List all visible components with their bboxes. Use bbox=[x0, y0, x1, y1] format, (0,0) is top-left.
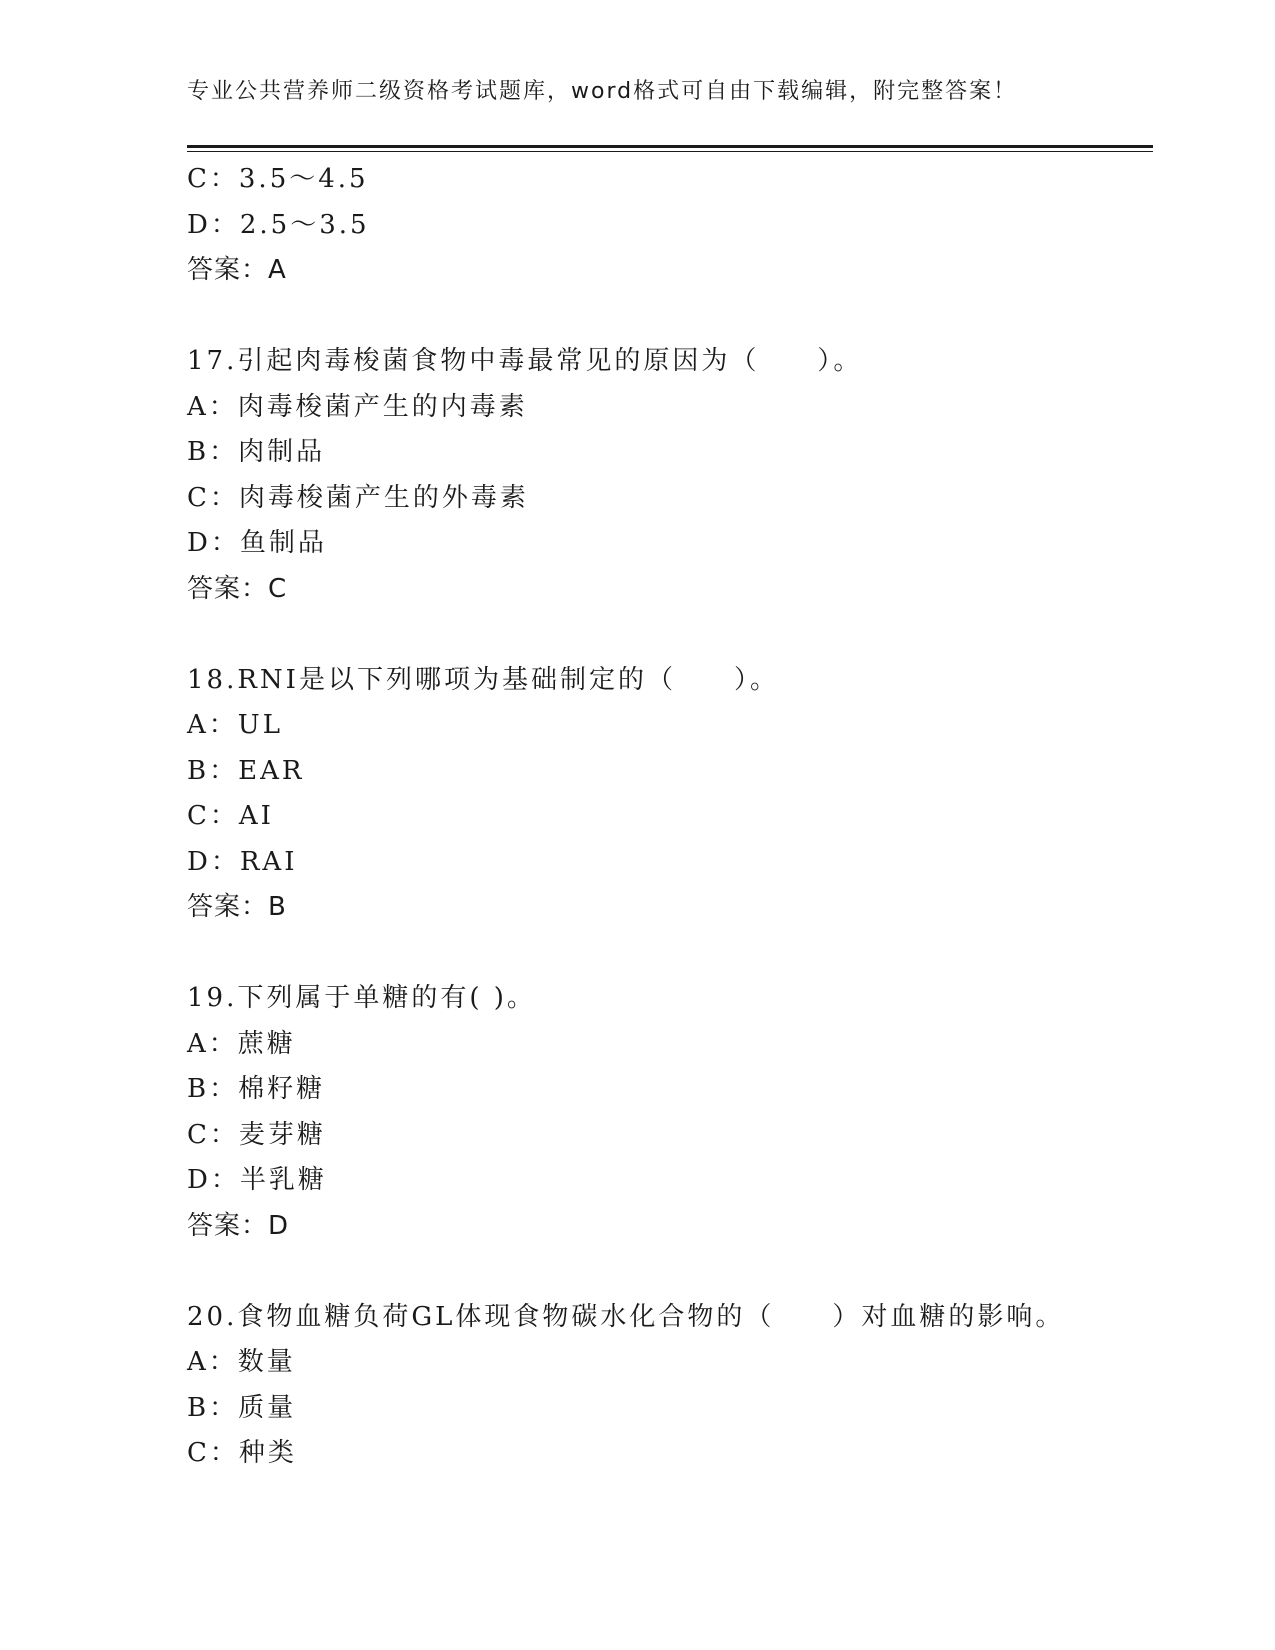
question-text: 17.引起肉毒梭菌食物中毒最常见的原因为（ ）。 bbox=[187, 346, 863, 376]
question-text: 19.下列属于单糖的有( )。 bbox=[187, 983, 536, 1013]
spacer bbox=[187, 612, 1153, 658]
option-text: C：AI bbox=[187, 801, 274, 831]
answer-text: 答案：A bbox=[187, 255, 287, 285]
spacer bbox=[187, 294, 1153, 340]
option-text: A：蔗糖 bbox=[187, 1028, 296, 1059]
option-text: B：肉制品 bbox=[187, 437, 326, 467]
option-text: B：EAR bbox=[187, 755, 305, 786]
option-text: A：肉毒梭菌产生的内毒素 bbox=[187, 391, 528, 422]
option-text: C：麦芽糖 bbox=[187, 1119, 326, 1150]
answer-text: 答案：D bbox=[187, 1210, 290, 1241]
option-text: B：棉籽糖 bbox=[187, 1074, 326, 1104]
option-text: C：肉毒梭菌产生的外毒素 bbox=[187, 482, 529, 513]
spacer bbox=[187, 931, 1153, 977]
option-text: A：数量 bbox=[187, 1347, 296, 1377]
question-list bbox=[187, 157, 1153, 1477]
spacer bbox=[187, 1249, 1153, 1295]
option-text: D：RAI bbox=[187, 846, 298, 877]
header-divider-thick bbox=[187, 145, 1153, 148]
option-text: A：UL bbox=[187, 710, 283, 740]
page-header: 专业公共营养师二级资格考试题库，word格式可自由下载编辑，附完整答案！ bbox=[187, 79, 1018, 104]
question-text: 20.食物血糖负荷GL体现食物碳水化合物的（ ）对血糖的影响。 bbox=[187, 1301, 1065, 1332]
option-text: C：种类 bbox=[187, 1438, 297, 1468]
option-text: B：质量 bbox=[187, 1392, 297, 1423]
option-text: D：半乳糖 bbox=[187, 1165, 327, 1195]
option-text: D：鱼制品 bbox=[187, 528, 327, 558]
option-text: C：3.5～4.5 bbox=[187, 164, 369, 194]
answer-text: 答案：C bbox=[187, 573, 288, 604]
answer-text: 答案：B bbox=[187, 892, 287, 922]
header-divider-thin bbox=[187, 151, 1153, 152]
option-text: D：2.5～3.5 bbox=[187, 209, 370, 240]
question-text: 18.RNI是以下列哪项为基础制定的（ ）。 bbox=[187, 664, 779, 695]
